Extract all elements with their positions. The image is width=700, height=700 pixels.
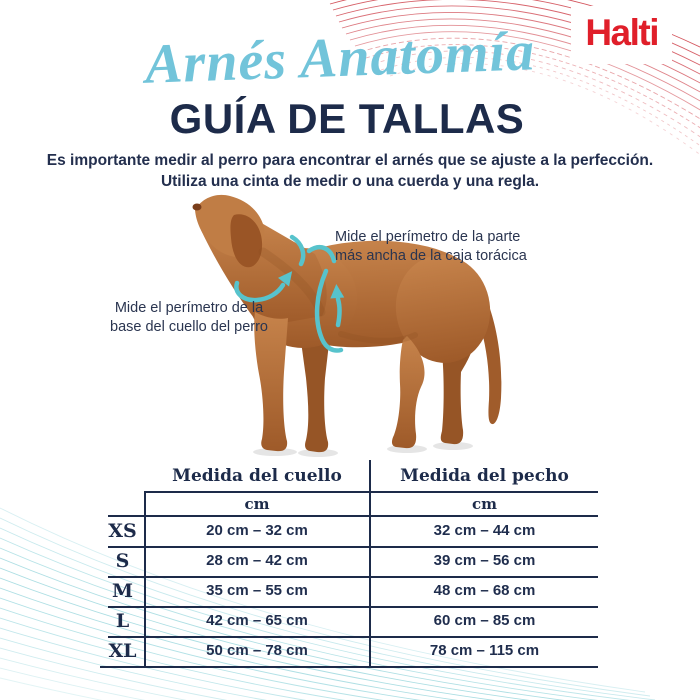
neck-annotation-line-1: Mide el perímetro de la [114,300,264,316]
chest-range: 39 cm – 56 cm [433,552,536,569]
chest-range: 60 cm – 85 cm [433,612,536,629]
size-label: XL [108,640,137,662]
table-bottom-line [100,666,598,668]
neck-range: 20 cm – 32 cm [206,522,308,539]
neck-annotation [96,299,282,336]
unit-chest: cm [471,495,497,513]
chest-annotation-line-1: Mide el perímetro de la parte [335,229,521,245]
subtitle-line-1: Es importante medir al perro para encontrar el arnés que se ajuste a la perfección. [46,152,654,169]
column-header-chest: Medida del pecho [400,466,569,486]
chest-range: 78 cm – 115 cm [429,642,540,659]
chest-range: 32 cm – 44 cm [433,522,536,539]
column-header-neck: Medida del cuello [172,466,342,486]
title-script: Arnés Anatomía [144,20,536,96]
subtitle [0,151,700,192]
page-title: GUÍA DE TALLAS [169,95,525,142]
unit-neck: cm [244,495,270,513]
chest-measure-arrow-stem [338,299,340,325]
size-label: XS [108,520,137,542]
chest-annotation [335,228,527,265]
chest-annotation-line-2: más ancha de la caja torácica [335,247,527,264]
chest-range: 48 cm – 68 cm [433,582,536,599]
dog-nose [193,204,202,211]
size-table [100,460,598,670]
subtitle-line-2: Utiliza una cinta de medir o una cuerda y una regla. [160,172,540,190]
neck-annotation-line-2: base del cuello del perro [110,318,268,335]
neck-range: 42 cm – 65 cm [206,612,308,629]
neck-range: 35 cm – 55 cm [206,582,308,599]
size-label: L [115,610,130,632]
halti-logo: Halti [571,6,672,64]
neck-range: 50 cm – 78 cm [206,642,308,659]
size-label: S [115,550,130,572]
neck-range: 28 cm – 42 cm [206,552,308,569]
size-label: M [111,580,134,602]
